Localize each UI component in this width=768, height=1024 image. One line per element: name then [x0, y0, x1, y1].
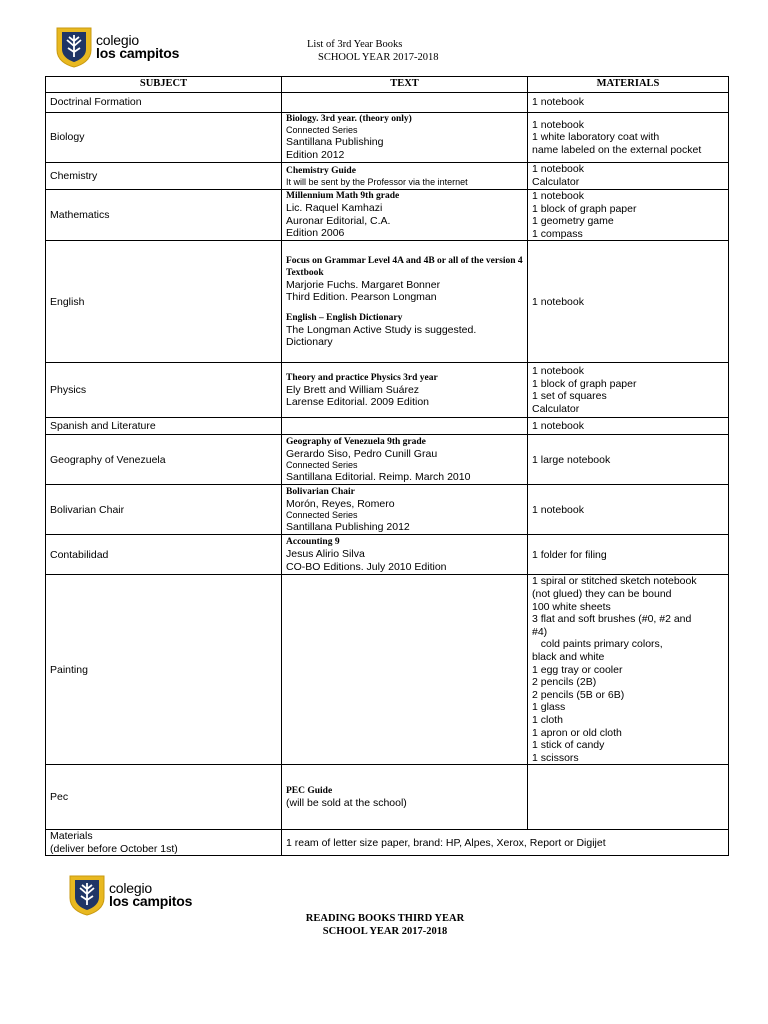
text-cell [282, 575, 528, 765]
text-cell [282, 190, 528, 241]
materials-cell [528, 435, 729, 485]
text-cell [282, 435, 528, 485]
text-line: Santillana Publishing 2012 [286, 521, 410, 534]
text-line: The Longman Active Study is suggested. [286, 323, 477, 336]
text-line: Connected Series [286, 510, 358, 521]
material-item: 2 pencils (5B or 6B) [532, 688, 625, 701]
text-line: It will be sent by the Professor via the internet [286, 176, 468, 187]
subject-cell: Painting [46, 575, 282, 765]
title-line: List of 3rd Year Books [307, 39, 403, 50]
material-item: 1 set of squares [532, 390, 607, 403]
book-title: Theory and practice Physics 3rd year [286, 372, 438, 383]
materials-cell [528, 241, 729, 363]
text-cell [282, 765, 528, 830]
table-row [46, 363, 729, 418]
logo-line-2: los campitos [96, 45, 180, 61]
subject-cell: Bolivarian Chair [46, 485, 282, 535]
table-row [46, 113, 729, 163]
material-item: 1 folder for filing [532, 548, 607, 561]
material-item: 100 white sheets [532, 600, 611, 613]
subject-cell: Biology [46, 113, 282, 163]
text-line [286, 304, 523, 312]
school-logo-footer [68, 874, 192, 916]
material-item: 1 spiral or stitched sketch notebook [532, 575, 697, 588]
material-item: 1 notebook [532, 295, 584, 308]
text-cell [282, 113, 528, 163]
material-item: 1 block of graph paper [532, 377, 637, 390]
materials-deadline: (deliver before October 1st) [50, 842, 178, 855]
text-line: Marjorie Fuchs. Margaret Bonner [286, 278, 441, 291]
table-row [46, 418, 729, 435]
text-line: Dictionary [286, 336, 333, 349]
book-title: Geography of Venezuela 9th grade [286, 436, 426, 447]
logo-line-1: colegio [96, 32, 139, 48]
material-item: (not glued) they can be bound [532, 587, 672, 600]
text-line: Jesus Alirio Silva [286, 548, 365, 561]
materials-cell [528, 418, 729, 435]
text-cell [282, 535, 528, 575]
material-item: 1 notebook [532, 503, 584, 516]
table-header-row [46, 77, 729, 93]
col-materials-header: MATERIALS [528, 77, 729, 93]
subject-cell: Chemistry [46, 163, 282, 190]
subject-cell: Spanish and Literature [46, 418, 282, 435]
material-item: 2 pencils (2B) [532, 676, 597, 689]
book-title: Focus on Grammar Level 4A and 4B or all of the version 4 [286, 255, 523, 266]
book-title: English – English Dictionary [286, 312, 403, 323]
materials-cell [528, 93, 729, 113]
table-row [46, 535, 729, 575]
text-cell [282, 363, 528, 418]
reading-books-title [290, 912, 480, 938]
table-row [46, 765, 729, 830]
material-item: cold paints primary colors, [532, 638, 663, 651]
book-title: Millennium Math 9th grade [286, 191, 400, 202]
table-row [46, 163, 729, 190]
subject-cell: Geography of Venezuela [46, 435, 282, 485]
table-row [46, 485, 729, 535]
school-crest-icon [68, 874, 106, 916]
logo-line-1: colegio [109, 880, 152, 896]
subject-cell: Pec [46, 765, 282, 830]
text-line: Morón, Reyes, Romero [286, 497, 395, 510]
subject-cell: English [46, 241, 282, 363]
material-item: 1 notebook [532, 365, 584, 378]
materials-cell [528, 535, 729, 575]
material-item: 1 compass [532, 227, 583, 240]
text-line: Edition 2012 [286, 149, 345, 161]
book-title: Bolivarian Chair [286, 486, 355, 497]
title-school-year: SCHOOL YEAR 2017-2018 [318, 52, 439, 63]
material-item: Calculator [532, 176, 580, 188]
material-item: 1 stick of candy [532, 739, 605, 752]
subject-cell: Doctrinal Formation [46, 93, 282, 113]
subject-cell: Physics [46, 363, 282, 418]
reading-books-school-year: SCHOOL YEAR 2017-2018 [322, 926, 448, 937]
text-line: Santillana Publishing [286, 136, 384, 149]
material-item: 1 apron or old cloth [532, 726, 622, 739]
book-title: Textbook [286, 267, 324, 278]
material-item: 1 notebook [532, 96, 584, 109]
col-text-header: TEXT [282, 77, 528, 93]
book-title: Accounting 9 [286, 537, 340, 548]
material-item: 1 notebook [532, 118, 584, 131]
material-item: black and white [532, 650, 605, 663]
text-line: Ely Brett and William Suárez [286, 383, 420, 396]
text-cell [282, 163, 528, 190]
col-subject-header: SUBJECT [46, 77, 282, 93]
books-table [45, 76, 729, 856]
text-line: Larense Editorial. 2009 Edition [286, 396, 430, 409]
materials-row [46, 830, 729, 856]
text-line: Edition 2006 [286, 227, 345, 240]
book-title: Biology. 3rd year. (theory only) [286, 114, 412, 125]
material-item: 1 block of graph paper [532, 202, 637, 215]
materials-label: Materials [50, 830, 93, 843]
subject-cell: Contabilidad [46, 535, 282, 575]
material-item: 1 large notebook [532, 453, 611, 466]
material-item: 1 notebook [532, 190, 584, 202]
text-cell [282, 241, 528, 363]
material-item: 1 egg tray or cooler [532, 663, 623, 676]
materials-cell [528, 113, 729, 163]
material-item: name labeled on the external pocket [532, 143, 702, 156]
text-line: Third Edition. Pearson Longman [286, 291, 437, 304]
table-row [46, 575, 729, 765]
text-line: Santillana Editorial. Reimp. March 2010 [286, 471, 471, 484]
book-title: PEC Guide [286, 785, 333, 796]
text-line: (will be sold at the school) [286, 796, 407, 809]
reading-books-heading: READING BOOKS THIRD YEAR [305, 913, 465, 924]
materials-cell [528, 575, 729, 765]
materials-cell [528, 485, 729, 535]
material-item: Calculator [532, 402, 580, 415]
material-item: 3 flat and soft brushes (#0, #2 and [532, 613, 692, 626]
materials-row-value: 1 ream of letter size paper, brand: HP, Alpes, Xerox, Report or Digijet [282, 830, 729, 856]
material-item: 1 notebook [532, 163, 584, 176]
materials-row-label [46, 830, 282, 856]
material-item: 1 scissors [532, 751, 579, 764]
table-row [46, 435, 729, 485]
text-line: Connected Series [286, 460, 358, 471]
school-crest-icon [55, 26, 93, 68]
table-row [46, 190, 729, 241]
materials-cell [528, 765, 729, 830]
text-cell [282, 485, 528, 535]
material-item: 1 geometry game [532, 215, 614, 228]
materials-cell [528, 363, 729, 418]
text-line: Auronar Editorial, C.A. [286, 214, 391, 227]
page-title [307, 38, 439, 64]
material-item: 1 glass [532, 701, 566, 714]
subject-cell: Mathematics [46, 190, 282, 241]
table-row [46, 93, 729, 113]
text-line: CO-BO Editions. July 2010 Edition [286, 560, 447, 573]
table-row [46, 241, 729, 363]
text-cell [282, 418, 528, 435]
text-cell [282, 93, 528, 113]
material-item: 1 cloth [532, 713, 563, 726]
material-item: 1 white laboratory coat with [532, 131, 660, 144]
logo-line-2: los campitos [109, 893, 193, 909]
school-logo [55, 26, 179, 68]
material-item: #4) [532, 625, 548, 638]
materials-cell [528, 190, 729, 241]
text-line: Connected Series [286, 125, 358, 136]
book-title: Chemistry Guide [286, 165, 356, 176]
text-line: Gerardo Siso, Pedro Cunill Grau [286, 447, 438, 460]
text-line: Lic. Raquel Kamhazi [286, 202, 383, 215]
materials-cell [528, 163, 729, 190]
material-item: 1 notebook [532, 420, 584, 433]
